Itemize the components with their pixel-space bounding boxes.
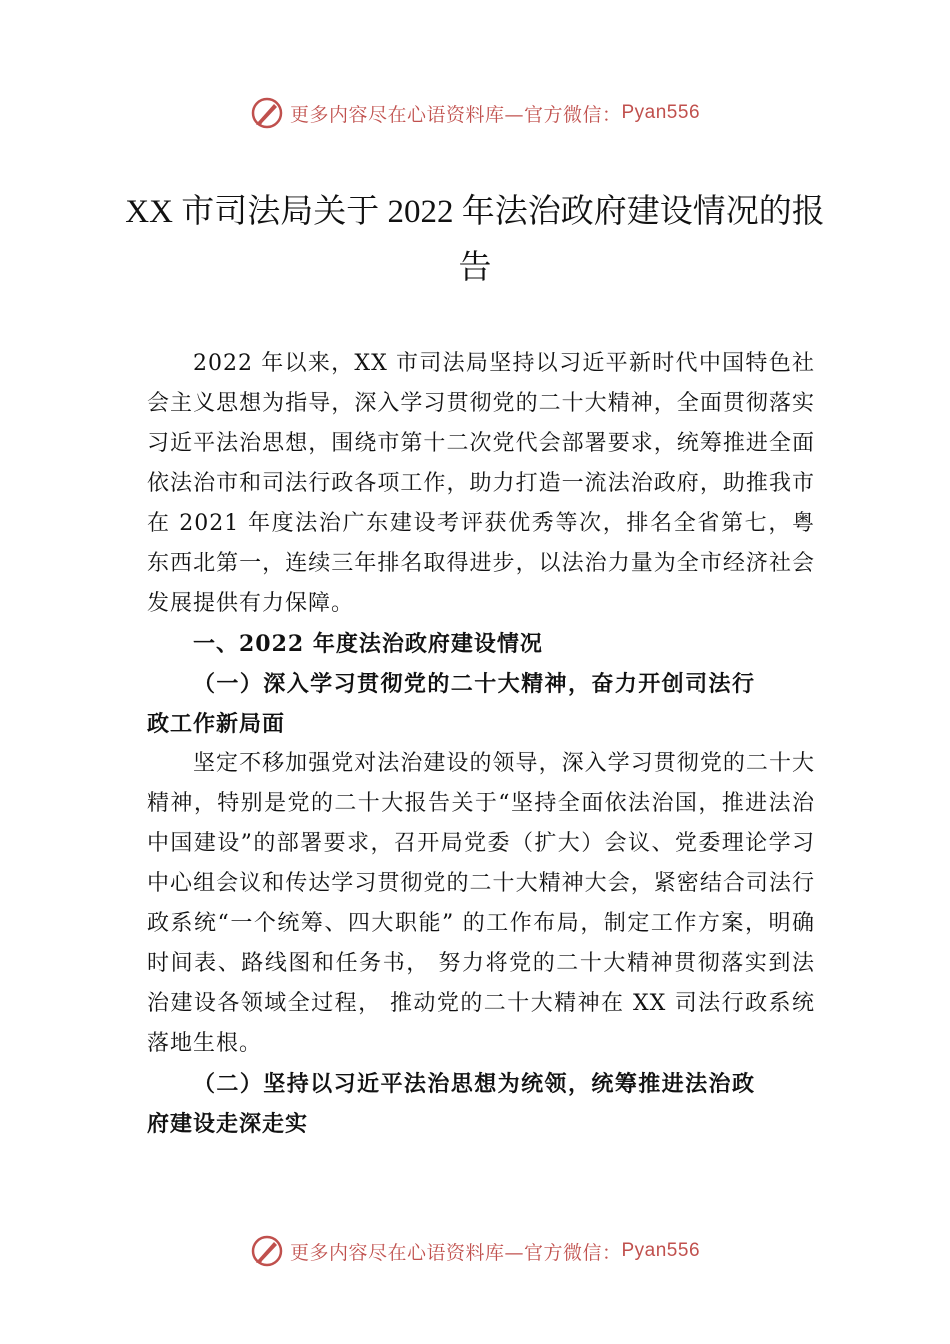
subsection-heading-1: （一）深入学习贯彻党的二十大精神，奋力开创司法行政工作新局面 — [147, 671, 755, 737]
subsection-1-paragraph: 坚定不移加强党对法治建设的领导，深入学习贯彻党的二十大精神，特别是党的二十大报告关于“坚持全面依法治国，推进法治中国建设”的部署要求，召开局党委（扩大）会议、党委理论学习中心组会议和传达学习贯彻党的二十大精神大会，紧密结合司法行政系统“一个统筹、四大职能” 的工作布局，制定工作方案，明确时间表、路线图和任务书， 努力将党的二十大精神贯彻落实到法治建设各领域全过程， 推动党的二十大精神在 XX 司法行政系统落地生根。 — [147, 751, 815, 1056]
header-watermark — [0, 96, 950, 130]
document-title: XX 市司法局关于 2022 年法治政府建设情况的报告 — [125, 194, 825, 286]
pen-logo-icon — [250, 1234, 284, 1268]
section-heading-1: 一、2022 年度法治政府建设情况 — [193, 631, 543, 657]
document-body — [147, 344, 815, 1144]
subsection-heading-2: （二）坚持以习近平法治思想为统领，统筹推进法治政府建设走深走实 — [147, 1071, 755, 1137]
intro-paragraph: 2022 年以来，XX 市司法局坚持以习近平新时代中国特色社会主义思想为指导，深入学习贯彻党的二十大精神，全面贯彻落实习近平法治思想，围绕市第十二次党代会部署要求，统筹推进全面依法治市和司法行政各项工作，助力打造一流法治政府，助推我市在 2021 年度法治广东建设考评获优秀等次，排名全省第七，粤东西北第一，连续三年排名取得进步，以法治力量为全市经济社会发展提供有力保障。 — [147, 351, 815, 616]
watermark-wechat-id: Pyan556 — [621, 1240, 701, 1261]
footer-watermark — [0, 1234, 950, 1268]
watermark-text: 更多内容尽在心语资料库—官方微信： — [289, 1241, 622, 1264]
watermark-wechat-id: Pyan556 — [621, 102, 701, 123]
pen-logo-icon — [250, 96, 284, 130]
watermark-text: 更多内容尽在心语资料库—官方微信： — [289, 103, 622, 126]
